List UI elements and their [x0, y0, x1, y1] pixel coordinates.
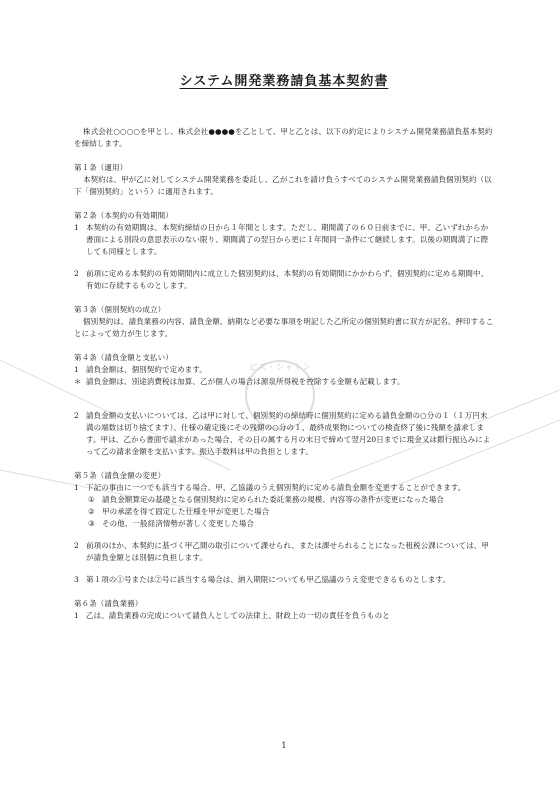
article-section [74, 162, 494, 198]
document-page [74, 74, 494, 774]
clause-item [74, 268, 494, 292]
clause-number: 1 [74, 483, 79, 492]
clause-item [74, 540, 494, 564]
article-heading: 第５条（請負金額の変更） [74, 471, 166, 480]
article-heading: 第１条（適用） [74, 163, 128, 172]
clause-text: 前項のほか、本契約に基づく甲乙間の取引について課せられ、または課せられることになった租税公課については、甲が請負金額とは別個に負担します。 [86, 541, 489, 562]
clause-item [74, 364, 494, 376]
sub-clause-number: ③ [88, 519, 95, 528]
article-section [74, 598, 494, 622]
clause-item [74, 574, 494, 586]
article-body: 本契約は、甲が乙に対してシステム開発業務を委託し、乙がこれを請け負うすべてのシステム開発業務請負個別契約（以下「個別契約」という）に適用されます。 [74, 175, 492, 196]
clause-item [74, 610, 494, 622]
clause-number: 2 [74, 541, 79, 550]
sub-clause-text: その他、一般経済情勢が著しく変更した場合 [102, 519, 254, 528]
document-title: システム開発業務請負基本契約書 [179, 74, 389, 89]
clause-text: 請負金額は、個別契約で定めます。 [86, 365, 207, 374]
article-section [74, 470, 494, 586]
article-section [74, 210, 494, 292]
clause-item [74, 222, 494, 258]
article-heading: 第６条（請負業務） [74, 599, 143, 608]
clause-item [74, 410, 494, 458]
clause-number: 2 [74, 269, 79, 278]
clause-text: 下記の事由に一つでも該当する場合、甲、乙協議のうえ個別契約に定める請負金額を変更することができます。 [86, 483, 466, 492]
clause-text: 本契約の有効期間は、本契約締結の日から１年間とします。ただし、期間満了の６０日前までに、甲、乙いずれからか書面による別段の意思表示のない限り、期間満了の翌日から更に１年間同一条件にて継続します。以後の期間満了に際しても同様とします。 [86, 223, 489, 256]
clause-number: 1 [74, 365, 79, 374]
clause-text: 請負金額の支払いについては、乙は甲に対して、個別契約の締結時に個別契約に定める請負金額の○分の１（１万円未満の端数は切り捨てます）、仕様の確定後にその残額の○分の１、最終成果物についての検査終了後に残額を請求します。甲は、乙から書面で請求があった場合、その日の属する月の末日で締めて翌月20日までに現金又は銀行振込みによって乙の請求金額を支払います。振込手数料は甲の負担とします。 [86, 411, 491, 456]
clause-number: 3 [74, 575, 79, 584]
article-heading: 第２条（本契約の有効期間） [74, 211, 173, 220]
articles-container [74, 162, 494, 622]
sub-clause-text: 請負金額算定の基礎となる個別契約に定められた委託業務の規模、内容等の条件が変更になった場合 [102, 495, 444, 504]
sub-clause-item [88, 494, 494, 506]
sub-clause-item [88, 506, 494, 518]
intro-paragraph: 株式会社○○○○を甲とし、株式会社●●●●を乙として、甲と乙とは、以下の約定によりシステム開発業務請負基本契約を締結します。 [74, 127, 493, 148]
article-section [74, 352, 494, 458]
article-body: 個別契約は、請負業務の内容、請負金額、納期など必要な事項を明記した乙所定の個別契約書に双方が記名、押印することによって効力が生じます。 [74, 317, 494, 338]
sub-clause-text: 甲の承諾を得て固定した仕様を甲が変更した場合 [102, 507, 270, 516]
clause-item [74, 376, 494, 388]
watermark-label: ビズ・シャトン [248, 363, 312, 373]
clause-text: 請負金額は、別途消費税は加算、乙が個人の場合は源泉所得税を控除する金額も記載します。 [86, 377, 405, 386]
page-number: 1 [281, 741, 287, 750]
clause-number: 1 [74, 223, 79, 232]
clause-text: 乙は、請負業務の完成について請負人としての法律上、財政上の一切の責任を負うものと [86, 611, 390, 620]
clause-text: 第１項の①号または②号に該当する場合は、納入期限についても甲乙協議のうえ変更できるものとします。 [86, 575, 451, 584]
article-section [74, 304, 494, 340]
clause-text: 前項に定める本契約の有効期間内に成立した個別契約は、本契約の有効期間にかかわらず、個別契約に定める期間中、有効に存続するものとします。 [86, 269, 489, 290]
clause-item [74, 482, 494, 494]
clause-number: 2 [74, 411, 79, 420]
article-heading: 第４条（請負金額と支払い） [74, 353, 173, 362]
sub-clause-item [88, 518, 494, 530]
clause-number: 1 [74, 611, 79, 620]
sub-clause-number: ① [88, 495, 95, 504]
clause-number: ＊ [74, 377, 82, 386]
article-heading: 第３条（個別契約の成立） [74, 305, 166, 314]
sub-clause-number: ② [88, 507, 95, 516]
